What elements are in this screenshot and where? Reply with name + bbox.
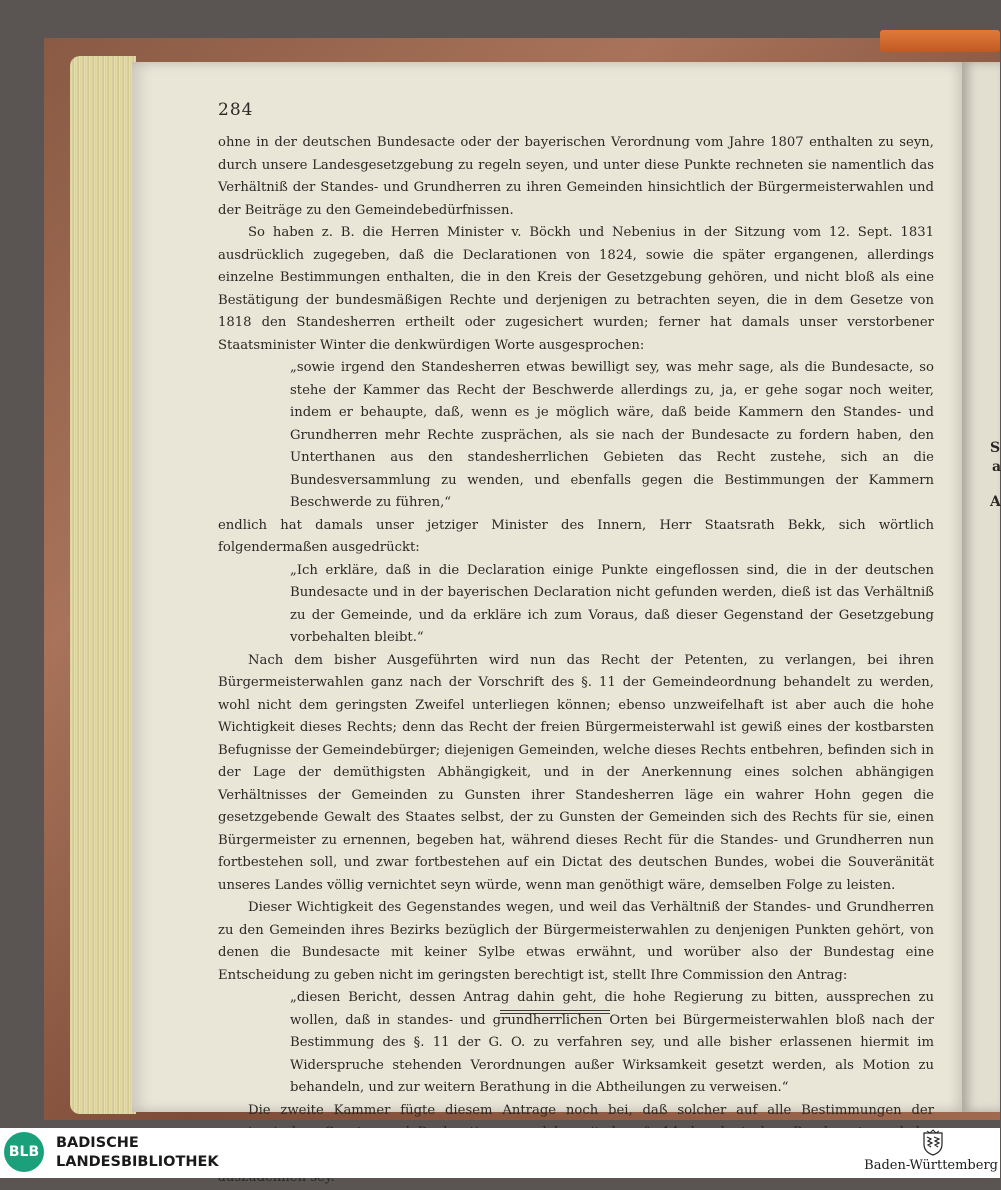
blb-logo[interactable]: BLB — [4, 1132, 44, 1172]
quoted-paragraph: „sowie irgend den Standesherren etwas bewilligt sey, was mehr sage, als die Bundesacte, so stehe der Kammer das Recht der Beschwerde allerdings zu, ja, er gehe sogar noch weiter, indem er behaupte, daß, wenn es je möglich wäre, daß beide Kammern den Standes- und Grundherren mehr Rechte zusprächen, als sie nach der Bundesacte zu fordern haben, den Unterthanen aus den standesherrlichen Gebieten das Recht zustehe, sich an die Bundesversammlung zu wenden, und ebenfalls gegen die Bestimmungen der Kammern Beschwerde zu führen,“ — [290, 360, 934, 510]
page-edges — [70, 56, 136, 1114]
paragraph: Dieser Wichtigkeit des Gegenstandes wegen, und weil das Verhältniß der Standes- und Grundherren zu den Gemeinden ihres Bezirks bezüglich der Bürgermeisterwahlen zu denjenigen Punkten gehört, von denen die Bundesacte mit keiner Sylbe etwas erwähnt, und worüber also der Bundestag eine Entscheidung zu geben nicht im geringsten berechtigt ist, stellt Ihre Commission den Antrag: — [218, 900, 934, 983]
paragraph: Nach dem bisher Ausgeführten wird nun das Recht der Petenten, zu verlangen, bei ihren Bürgermeisterwahlen ganz nach der Vorschrift des §. 11 der Gemeindeordnung behandelt zu werden, wohl nicht dem geringsten Zweifel unterliegen können; ebenso unzweifelhaft ist aber auch die hohe Wichtigkeit dieses Rechts; denn das Recht der freien Bürgermeisterwahl ist gewiß eines der kostbarsten Befugnisse der Gemeindebürger; diejenigen Gemeinden, welche dieses Rechts entbehren, befinden sich in der Lage der demüthigsten Abhängigkeit, und in der Anerkennung eines solchen abhängigen Verhältnisses der Gemeinden zu Gunsten ihrer Standesherren läge ein wahrer Hohn gegen die gesetzgebende Gewalt des Staates selbst, der zu Gunsten der Gemeinden sich des Rechts für sie, einen Bürgermeister zu ernennen, begeben hat, während dieses Recht für die Standes- und Grundherren nun fortbestehen soll, und zwar fortbestehen auf ein Dictat des deutschen Bundes, wobei die Souveränität unseres Landes völlig vernichtet seyn würde, wenn man genöthigt wäre, demselben Folge zu leisten. — [218, 652, 934, 893]
quoted-paragraph: „Ich erkläre, daß in die Declaration einige Punkte eingeflossen sind, die in der deutschen Bundesacte und in der bayerischen Declaration nicht gefunden werden, dieß ist das Verhältniß zu der Gemeinde, und da erkläre ich zum Voraus, daß dieser Gegenstand der Gesetzgebung vorbehalten bleibt.“ — [290, 562, 934, 645]
closing-rule — [500, 1010, 610, 1014]
coat-of-arms-icon — [922, 1130, 944, 1156]
paragraph: Die zweite Kammer fügte diesem Antrage noch bei, daß solcher auf alle Bestimmungen der — [248, 1102, 934, 1118]
next-page-fragment: a — [992, 459, 1001, 475]
page-number: 284 — [218, 100, 254, 120]
library-name-line2: LANDESBIBLIOTHEK — [56, 1154, 219, 1170]
paragraph: So haben z. B. die Herren Minister v. Böckh und Nebenius in der Sitzung vom 12. Sept. 1831 ausdrücklich zugegeben, daß die Declarationen von 1824, sowie die später ergangenen, allerdings einzelne Bestimmungen enthalten, die in den Kreis der Gesetzgebung gehören, und nicht bloß als eine Bestätigung der bundesmäßigen Rechte und derjenigen zu betrachten seyen, die in dem Gesetze von 1818 den Standesherren ertheilt oder zugesichert wurden; ferner hat damals unser verstorbener Staatsminister Winter die denkwürdigen Worte ausgesprochen: — [218, 225, 934, 353]
next-page-sliver — [962, 62, 1000, 1112]
state-label[interactable]: Baden-Württemberg — [864, 1158, 998, 1173]
paragraph: endlich hat damals unser jetziger Minister des Innern, Herr Staatsrath Bekk, sich wörtlich folgendermaßen ausgedrückt: — [218, 517, 934, 555]
page-text — [218, 132, 934, 1190]
footer-bar — [0, 1128, 1000, 1178]
paragraph: ohne in der deutschen Bundesacte oder der bayerischen Verordnung vom Jahre 1807 enthalten zu seyn, durch unsere Landesgesetzgebung zu regeln seyen, und unter diese Punkte rechneten sie namentlich das Verhältniß der Standes- und Grundherren zu ihren Gemeinden hinsichtlich der Bürgermeisterwahlen und der Beiträge zu den Gemeindebedürfnissen. — [218, 135, 934, 218]
library-name-line1: BADISCHE — [56, 1135, 139, 1151]
library-name[interactable] — [56, 1134, 219, 1172]
next-page-fragment: A — [990, 494, 1001, 510]
quoted-paragraph: „diesen Bericht, dessen Antrag dahin geht, die hohe Regierung zu bitten, aussprechen zu wollen, daß in standes- und grundherrlichen Orten bei Bürgermeisterwahlen bloß nach der Bestimmung des §. 11 der G. O. zu verfahren sey, und alle bisher erlassenen hiermit im Widerspruche stehenden Verordnungen außer Wirksamkeit gesetzt werden, als Motion zu behandeln, und zur weitern Berathung in die Abtheilungen zu verweisen.“ — [290, 990, 934, 1095]
cover-label-strip — [880, 30, 1000, 52]
next-page-fragment: S — [990, 440, 1001, 456]
